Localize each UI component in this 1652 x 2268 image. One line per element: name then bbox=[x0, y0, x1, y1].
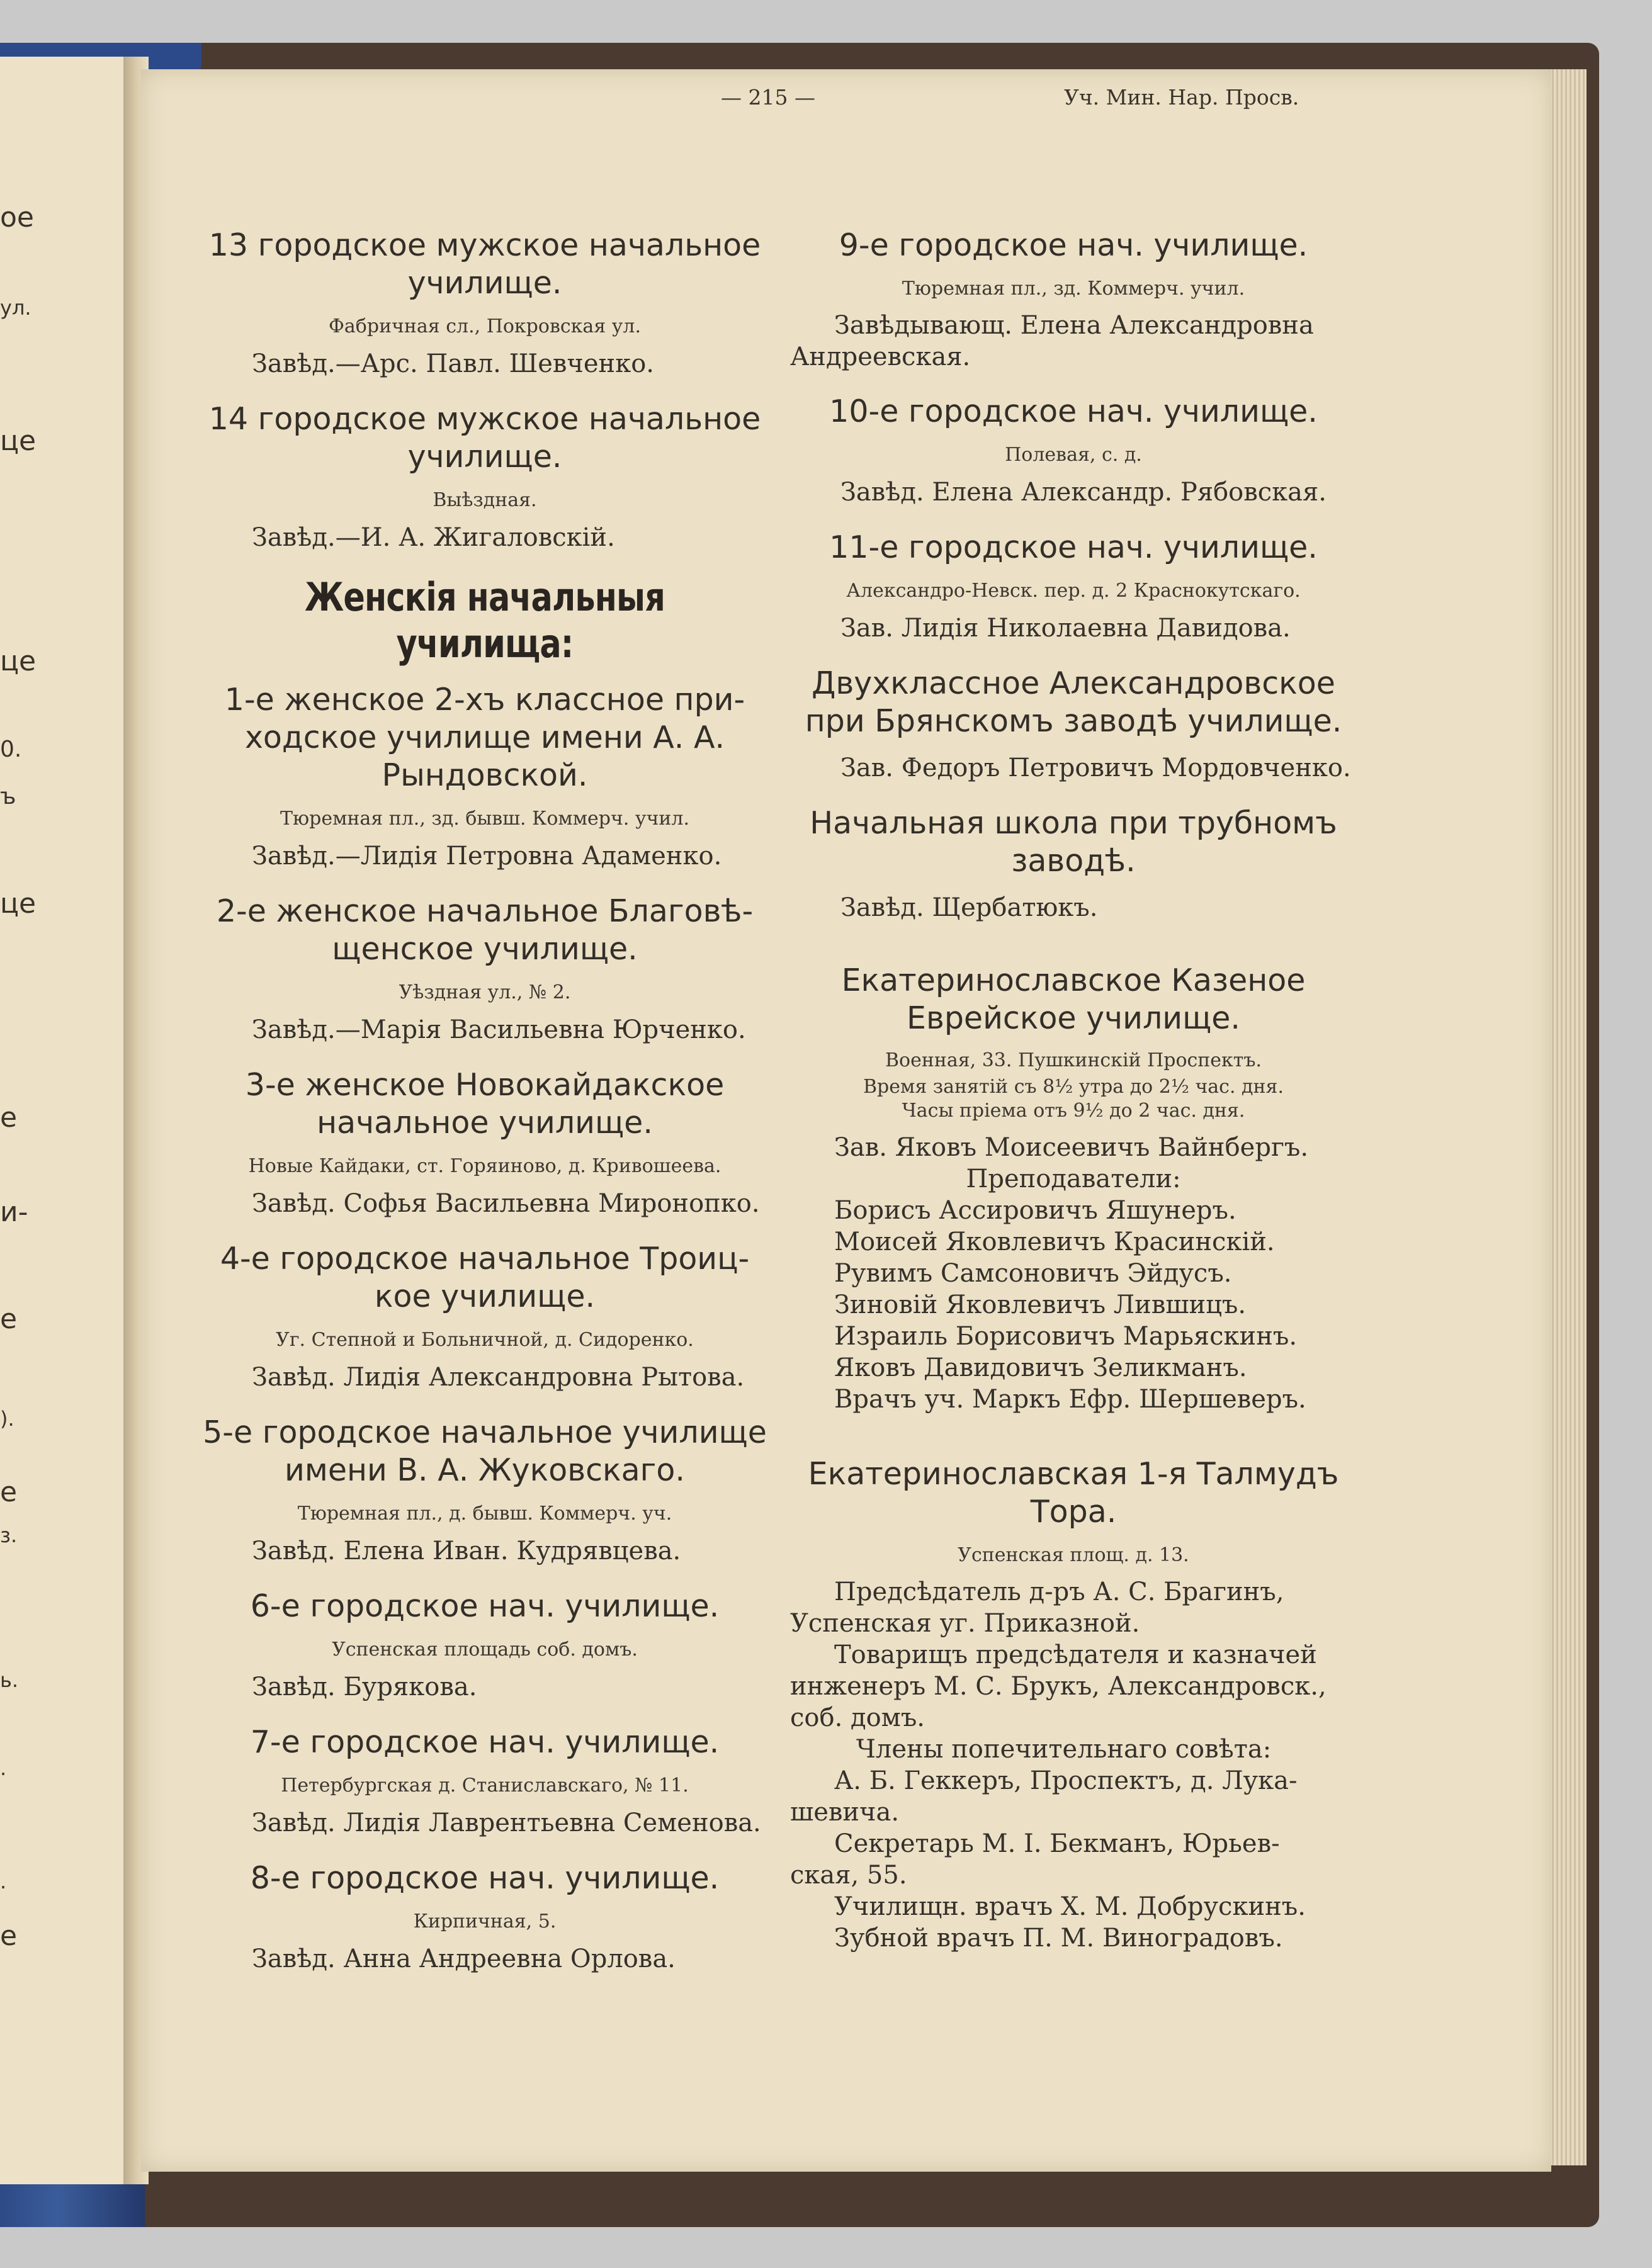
school-head: Завѣд.—И. А. Жигаловскій. bbox=[252, 523, 615, 552]
board-line: Успенская уг. Приказной. bbox=[790, 1609, 1140, 1638]
board-line: Предсѣдатель д-ръ А. С. Брагинъ, bbox=[834, 1577, 1284, 1606]
school-entry bbox=[201, 1066, 768, 1220]
school-address: Уѣздная ул., № 2. bbox=[399, 981, 571, 1003]
board-line: шевича. bbox=[790, 1798, 900, 1827]
school-entry bbox=[201, 227, 768, 380]
school-entry bbox=[201, 1414, 768, 1567]
left-fragment: е bbox=[0, 1102, 18, 1134]
school-entry bbox=[201, 681, 768, 872]
board-line: Секретарь М. І. Бекманъ, Юрьев- bbox=[834, 1829, 1280, 1858]
left-fragment: це bbox=[0, 645, 37, 677]
school-title: Двухклассное Александровское при Брянскомъ заводѣ училище. bbox=[805, 665, 1342, 739]
school-title: 13 городское мужское начальное училище. bbox=[208, 227, 761, 301]
school-title: Екатеринославская 1-я Талмудъ Тора. bbox=[808, 1456, 1339, 1530]
school-address: Петербургская д. Станиславскаго, № 11. bbox=[281, 1774, 689, 1797]
school-address: Новые Кайдаки, ст. Горяиново, д. Кривошеева. bbox=[248, 1155, 721, 1177]
school-head: Завѣд.—Марія Васильевна Юрченко. bbox=[252, 1015, 746, 1044]
school-entry bbox=[201, 893, 768, 1046]
page-number: — 215 — bbox=[721, 85, 815, 110]
school-entry bbox=[201, 1240, 768, 1394]
left-fragment: це bbox=[0, 888, 37, 920]
school-address: Выѣздная. bbox=[433, 489, 537, 511]
school-address: Тюремная пл., д. бывш. Коммерч. уч. bbox=[297, 1503, 672, 1525]
left-fragment: и- bbox=[0, 1196, 28, 1228]
school-head: Завѣд. Софья Васильевна Миронопко. bbox=[252, 1189, 760, 1218]
school-head: Завѣд.—Арс. Павл. Шевченко. bbox=[252, 349, 654, 378]
school-title: 8-е городское нач. училище. bbox=[250, 1860, 720, 1896]
board-line: ская, 55. bbox=[790, 1861, 907, 1890]
running-head-section: Уч. Мин. Нар. Просв. bbox=[1064, 85, 1299, 110]
school-address: Кирпичная, 5. bbox=[413, 1910, 557, 1932]
teacher-item: Рувимъ Самсоновичъ Эйдусъ. bbox=[834, 1259, 1232, 1288]
school-head: Зав. Яковъ Моисеевичъ Вайнбергъ. bbox=[834, 1133, 1309, 1162]
school-entry bbox=[201, 1859, 768, 1975]
board-line: Товарищъ предсѣдателя и казначей bbox=[834, 1640, 1317, 1669]
left-fragment: ). bbox=[0, 1407, 14, 1431]
school-address: Успенская площадь соб. домъ. bbox=[332, 1639, 638, 1661]
school-entry bbox=[201, 1588, 768, 1703]
left-fragment: 0. bbox=[0, 736, 22, 762]
school-address: Тюремная пл., зд. Коммерч. учил. bbox=[902, 278, 1245, 300]
left-column bbox=[201, 227, 768, 1995]
school-head: Завѣд. Бурякова. bbox=[252, 1673, 477, 1701]
teacher-item: Врачъ уч. Маркъ Ефр. Шершеверъ. bbox=[834, 1385, 1306, 1414]
school-entry bbox=[790, 804, 1357, 924]
school-entry bbox=[790, 665, 1357, 784]
school-address: Тюремная пл., зд. бывш. Коммерч. учил. bbox=[280, 808, 689, 830]
school-title: 10-е городское нач. училище. bbox=[829, 393, 1318, 429]
left-page-fragment bbox=[0, 57, 132, 2184]
jewish-school-entry bbox=[790, 962, 1357, 1415]
school-title: 4-е городское начальное Троиц- кое училище. bbox=[220, 1241, 750, 1314]
school-head: Завѣд. Щербатюкъ. bbox=[840, 893, 1098, 922]
school-address: Военная, 33. Пушкинскій Проспектъ. bbox=[885, 1049, 1262, 1071]
left-fragment: е bbox=[0, 1303, 18, 1335]
school-head: Зав. Лидія Николаевна Давидова. bbox=[840, 614, 1291, 643]
school-address: Полевая, с. д. bbox=[1005, 444, 1142, 466]
left-fragment: . bbox=[0, 1870, 7, 1893]
school-title: 3-е женское Новокайдакское начальное училище. bbox=[245, 1067, 725, 1141]
left-fragment: ул. bbox=[0, 296, 31, 320]
school-head: Завѣд. Анна Андреевна Орлова. bbox=[252, 1944, 676, 1973]
board-line: А. Б. Геккеръ, Проспектъ, д. Лука- bbox=[834, 1766, 1298, 1795]
school-title: Начальная школа при трубномъ заводѣ. bbox=[810, 805, 1337, 879]
school-title: 2-е женское начальное Благовѣ- щенское училище. bbox=[216, 893, 754, 967]
board-line: Члены попечительнаго совѣта: bbox=[856, 1735, 1272, 1764]
section-heading: Женскія начальныя училища: bbox=[304, 574, 665, 667]
school-entry bbox=[790, 227, 1357, 373]
school-title: 5-е городское начальное училище имени В. А. Жуковскаго. bbox=[203, 1414, 767, 1488]
school-address: Успенская площ. д. 13. bbox=[958, 1544, 1189, 1566]
teacher-item: Израиль Борисовичъ Марьяскинъ. bbox=[834, 1322, 1298, 1351]
school-address: Александро-Невск. пер. д. 2 Краснокутскаго. bbox=[846, 580, 1301, 602]
teacher-item: Борисъ Ассировичъ Яшунеръ. bbox=[834, 1196, 1236, 1225]
left-fragment: . bbox=[0, 1756, 7, 1780]
school-address: Фабричная сл., Покровская ул. bbox=[329, 315, 641, 337]
school-entry bbox=[790, 529, 1357, 645]
left-fragment: е bbox=[0, 1920, 18, 1952]
left-fragment: ъ bbox=[0, 784, 16, 810]
teacher-item: Яковъ Давидовичъ Зеликманъ. bbox=[834, 1353, 1247, 1382]
left-fragment: е bbox=[0, 1476, 18, 1508]
school-head: Завѣдывающ. Елена Александровна bbox=[834, 311, 1314, 340]
school-head: Завѣд.—Лидія Петровна Адаменко. bbox=[252, 842, 722, 871]
school-hours: Время занятій съ 8½ утра до 2½ час. дня. bbox=[863, 1076, 1284, 1098]
teacher-item: Зиновій Яковлевичъ Лившицъ. bbox=[834, 1290, 1247, 1319]
school-head: Завѣд. Лидія Лаврентьевна Семенова. bbox=[252, 1808, 761, 1837]
left-fragment: з. bbox=[0, 1523, 18, 1547]
school-entry bbox=[201, 400, 768, 554]
school-title: Екатеринославское Казеное Еврейское училище. bbox=[841, 962, 1306, 1036]
school-head: Завѣд. Елена Иван. Кудрявцева. bbox=[252, 1537, 681, 1566]
school-title: 9-е городское нач. училище. bbox=[839, 227, 1308, 263]
board-line: Училищн. врачъ Х. М. Добрускинъ. bbox=[834, 1892, 1306, 1921]
school-title: 6-е городское нач. училище. bbox=[250, 1588, 720, 1624]
board-line: Зубной врачъ П. М. Виноградовъ. bbox=[834, 1924, 1283, 1953]
left-fragment: це bbox=[0, 425, 37, 457]
left-fragment: ь. bbox=[0, 1668, 19, 1692]
talmud-tora-entry bbox=[790, 1455, 1357, 1954]
teacher-item: Моисей Яковлевичъ Красинскій. bbox=[834, 1227, 1275, 1256]
right-column bbox=[790, 227, 1357, 1974]
school-title: 7-е городское нач. училище. bbox=[250, 1724, 720, 1760]
school-title: 11-е городское нач. училище. bbox=[829, 529, 1318, 565]
school-entry bbox=[201, 1724, 768, 1839]
school-entry bbox=[790, 393, 1357, 509]
school-reception-hours: Часы пріема отъ 9½ до 2 час. дня. bbox=[902, 1100, 1245, 1122]
school-head-cont: Андреевская. bbox=[790, 342, 971, 371]
board-line: инженеръ М. С. Брукъ, Александровск., bbox=[790, 1672, 1327, 1701]
board-line: соб. домъ. bbox=[790, 1703, 925, 1732]
teachers-label: Преподаватели: bbox=[966, 1165, 1181, 1193]
school-title: 14 городское мужское начальное училище. bbox=[208, 401, 761, 475]
school-head: Зав. Федоръ Петровичъ Мордовченко. bbox=[840, 753, 1351, 782]
school-head: Завѣд. Елена Александр. Рябовская. bbox=[840, 478, 1327, 507]
school-title: 1-е женское 2-хъ классное при- ходское училище имени А. А. Рындовской. bbox=[224, 682, 745, 793]
school-head: Завѣд. Лидія Александровна Рытова. bbox=[252, 1363, 745, 1392]
left-fragment: ое bbox=[0, 201, 34, 234]
school-address: Уг. Степной и Больничной, д. Сидоренко. bbox=[276, 1329, 694, 1351]
